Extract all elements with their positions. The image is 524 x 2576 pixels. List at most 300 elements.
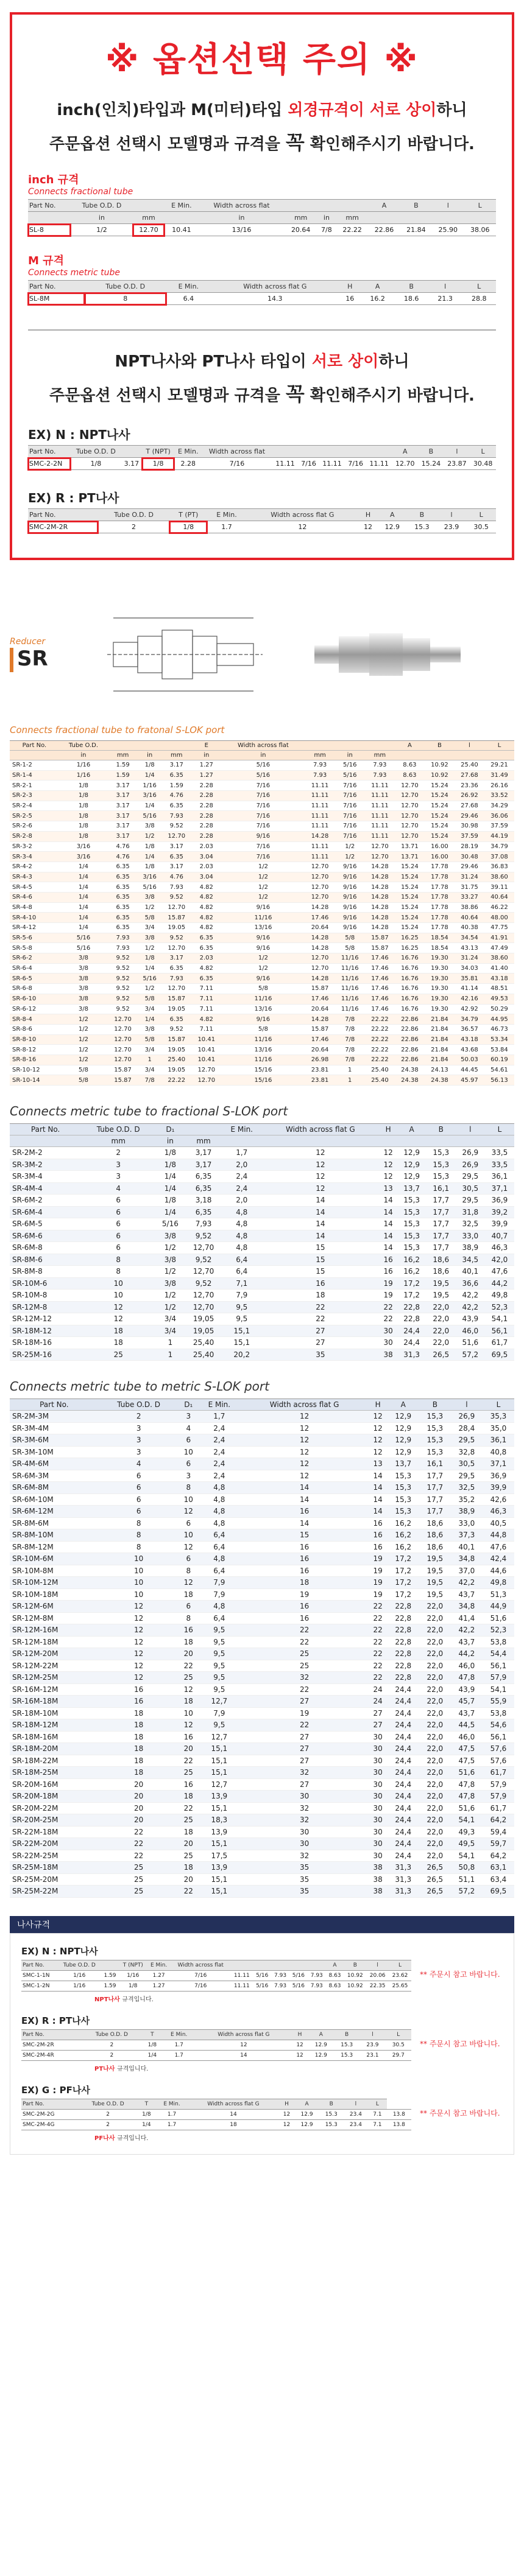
table-cell: 16 [368,1541,387,1553]
table-cell: 9.52 [161,821,191,832]
part-number-cell: SR-8-4 [10,1014,59,1025]
table-cell: 56,1 [483,1660,514,1672]
part-number-cell: SR-3-4 [10,852,59,862]
table-cell: 15.3 [407,521,437,533]
table-cell: 22,0 [427,1325,456,1337]
table-cell: 38,9 [451,1506,483,1518]
table-cell: 30 [368,1778,387,1791]
table-cell: 10.92 [425,760,455,771]
table-cell: 3 [99,1422,179,1434]
table-cell: 4.82 [191,902,221,913]
table-cell: 4 [81,1182,155,1195]
table-row [10,1850,514,1862]
table-cell: 17.46 [365,953,395,964]
table-cell: 15.24 [395,913,425,923]
table-cell: 44.95 [484,1014,514,1025]
table-cell: 24,4 [388,1683,419,1696]
caption-text: 규격입니다. [116,2065,149,2072]
table-row [10,1458,514,1470]
table-cell: 6.35 [108,862,138,872]
section1-title: Connects fractional tube to fratonal S-LOK port [10,725,225,735]
caption-highlight: PT나사 [94,2065,117,2072]
table-cell: 11.11 [365,791,395,801]
table-cell: 15,3 [397,1242,427,1254]
table-cell: 19,5 [427,1290,456,1302]
table-cell: 15,3 [419,1434,451,1447]
table-cell: 22,0 [419,1624,451,1637]
table-cell: 6,4 [198,1529,241,1542]
table-cell: 15,3 [388,1482,419,1494]
column-header: Part No. [28,200,71,212]
table-cell: 12 [368,1446,387,1458]
table-cell: 2.28 [174,458,202,470]
table-cell: 4,8 [222,1218,261,1230]
part-number-cell: SR-6-5 [10,974,59,984]
table-cell: 1/4 [143,2050,163,2060]
table-cell: 12,70 [185,1290,222,1302]
table-cell: 23.9 [437,521,467,533]
table-cell: 17,7 [419,1506,451,1518]
table-cell: 42.16 [455,994,484,1004]
table-cell: 1.59 [108,770,138,781]
table-cell: 12 [261,1182,380,1195]
part-number-cell: SR-3M-10M [10,1446,99,1458]
table-cell: 1/2 [221,872,305,882]
table-row [10,1045,514,1055]
table-cell: 10 [99,1577,179,1589]
part-number-cell: SR-20M-18M [10,1791,99,1803]
table-cell: 11.11 [305,821,335,832]
table-cell: 18 [179,1791,198,1803]
table-cell: 26.16 [484,781,514,791]
table-cell: 14 [261,1230,380,1242]
table-cell: 19.30 [425,984,455,994]
part-number-cell: SR-6-8 [10,984,59,994]
table-cell: 11/16 [221,994,305,1004]
table-cell: 14 [368,1470,387,1482]
table-cell: 57,6 [483,1755,514,1767]
table-cell: 6.35 [108,892,138,902]
table-cell: 10 [179,1707,198,1719]
table-cell: 4,8 [198,1601,241,1613]
table-cell: 11/16 [335,953,365,964]
m-type-text: M(미터)타입 [191,101,283,119]
table-cell: 20.64 [285,224,317,236]
table-cell: 15,1 [222,1337,261,1349]
table-cell: 18 [179,1696,198,1708]
table-cell: 44,2 [451,1648,483,1660]
table-cell: 1/16 [119,1970,147,1981]
column-header: B [319,2099,344,2109]
table-cell: 14.28 [305,933,335,943]
table-cell: 43,9 [456,1313,485,1325]
table-cell: 22 [368,1612,387,1624]
table-cell: 4,8 [198,1482,241,1494]
table-cell: 3.17 [161,760,191,771]
table-cell: 35,2 [451,1493,483,1506]
table-cell: 1/2 [138,943,161,953]
table-cell: 23.81 [305,1075,335,1086]
table-cell: 9,52 [185,1230,222,1242]
table-cell: 22,8 [388,1660,419,1672]
table-row [10,1755,514,1767]
table-cell: 39,2 [485,1206,514,1218]
part-number-cell: SR-16M-12M [10,1683,99,1696]
table-header-row [10,741,514,751]
table-cell: 14 [196,2050,291,2060]
column-header: H [339,281,361,293]
table-row [10,1470,514,1482]
part-number-cell: SR-2-5 [10,811,59,821]
table-cell: 18 [241,1577,369,1589]
table-cell: 12.70 [305,882,335,893]
table-cell: 40,8 [483,1446,514,1458]
column-header [271,1960,289,1970]
table-cell: 19.30 [425,1004,455,1014]
table-cell: 18 [179,1588,198,1601]
table-row [10,1446,514,1458]
table-cell: 9,5 [198,1719,241,1732]
column-subheader: mm [161,751,191,760]
table-cell: 3.04 [191,852,221,862]
column-subheader [222,1135,261,1147]
column-header: T [143,2029,163,2040]
table-cell: 28.19 [455,841,484,852]
table-cell: 4.82 [191,882,221,893]
table-cell: 3/8 [155,1277,185,1290]
table-cell: 12 [380,1171,397,1183]
table-cell: 12.70 [161,984,191,994]
table-cell: 32 [241,1672,369,1684]
table-cell: 30,5 [456,1182,485,1195]
table-cell: 12.70 [305,963,335,974]
text-fragment: 확인해주시기 바랍니다. [304,135,475,153]
column-header: Width across flat [171,1960,230,1970]
m-spec-sub: Connects metric tube [28,268,121,278]
table-cell: 22,0 [419,1601,451,1613]
part-number-cell: SR-18M-16 [10,1337,81,1349]
table-cell: 13/16 [221,923,305,933]
table-cell: 51,6 [456,1337,485,1349]
table-row [10,1660,514,1672]
part-number-cell: SMC-1-2N [21,1981,58,1991]
table-cell: 16.76 [395,953,425,964]
table-cell: 34,5 [456,1254,485,1266]
table-cell: 47.75 [484,923,514,933]
table-cell: 69,5 [485,1349,514,1361]
table-cell: 7/16 [345,458,366,470]
table-cell: 16 [241,1612,369,1624]
column-subheader [28,212,71,224]
part-number-cell: SR-12M-22M [10,1660,99,1672]
table-cell: 15 [261,1266,380,1278]
table-cell: 8.63 [395,770,425,781]
table-cell: 7.11 [191,994,221,1004]
table-cell: 1/2 [59,1045,108,1055]
table-cell: 15,1 [198,1743,241,1755]
table-row [10,1601,514,1613]
table-cell: 17,7 [427,1218,456,1230]
table-row [10,760,514,771]
table-row [10,791,514,801]
table-cell: 22,0 [419,1612,451,1624]
table-cell: 1/2 [155,1242,185,1254]
table-cell: 16.76 [395,1004,425,1014]
table-cell: 12 [99,1601,179,1613]
table-cell: 30.48 [470,458,496,470]
table-cell: 16,2 [388,1541,419,1553]
table-cell: 7/16 [335,811,365,821]
table-cell: 9,5 [198,1648,241,1660]
column-header: B [418,446,444,458]
table-cell: 6 [99,1482,179,1494]
table-cell: 24.38 [425,1075,455,1086]
table-cell: 22,0 [419,1850,451,1862]
table-cell: 23.87 [444,458,470,470]
part-number-cell: SR-8M-10M [10,1529,99,1542]
table-row [10,1055,514,1065]
table-cell: 12 [261,1147,380,1159]
table-cell: 12 [241,1470,369,1482]
table-row [10,1719,514,1732]
table-cell: 18,6 [419,1529,451,1542]
part-number-cell: SR-2M-3M [10,1411,99,1423]
table-cell: 22,8 [388,1648,419,1660]
table-cell: 19,5 [419,1588,451,1601]
table-cell: 3/8 [59,1004,108,1014]
table-cell: 14.28 [305,974,335,984]
column-header [345,446,366,458]
table-cell: 22,0 [419,1660,451,1672]
table-cell: 12.70 [133,224,165,236]
table-cell: 15,3 [397,1195,427,1207]
part-number-cell: SR-2-1 [10,781,59,791]
table-cell: 9.52 [108,994,138,1004]
table-cell: 34,8 [451,1601,483,1613]
table-cell: 26,9 [456,1159,485,1171]
part-number-cell: SR-16M-18M [10,1696,99,1708]
table-header-row [28,509,496,521]
table-cell: 61,7 [483,1802,514,1814]
table-cell: 15 [261,1254,380,1266]
table-cell: 18.6 [394,293,428,305]
table-cell: 1.27 [191,760,221,771]
table-cell: 10 [179,1529,198,1542]
column-header: A [397,1124,427,1135]
table-cell: 1/8 [137,2109,156,2119]
table-cell: 11/16 [221,1055,305,1065]
table-cell: 2 [99,1411,179,1423]
table-cell: 22 [241,1636,369,1648]
column-subheader: mm [185,1135,222,1147]
table-cell: 18 [99,1767,179,1779]
table-cell: 14 [380,1195,397,1207]
part-number-cell: SR-18M-22M [10,1755,99,1767]
table-subheader-row [10,1135,514,1147]
table-cell: 5/8 [59,1075,108,1086]
table-cell: 6,35 [185,1182,222,1195]
table-cell: 12 [179,1541,198,1553]
table-header-row [21,2099,411,2109]
table-cell: 2,0 [222,1195,261,1207]
table-cell: 16 [179,1624,198,1637]
table-cell: 2 [79,2109,137,2119]
table-cell: 25.40 [365,1075,395,1086]
table-cell: 18 [99,1731,179,1743]
column-header: A [308,2029,334,2040]
column-header: L [470,446,496,458]
table-cell: 46.73 [484,1024,514,1034]
table-cell: 7,9 [222,1290,261,1302]
column-header: Width across flat G [241,1399,369,1411]
part-number-cell: SMC-2-2N [28,458,71,470]
table-cell: 17.46 [365,963,395,974]
table-cell: 10.41 [191,1045,221,1055]
column-header: Tube O.D. D [85,281,166,293]
table-cell: 1/8 [59,811,108,821]
table-cell: 8 [81,1266,155,1278]
table-cell: 15.87 [161,913,191,923]
table-cell: 1.59 [101,1970,119,1981]
table-cell: 12,9 [388,1411,419,1423]
part-number-cell: SR-18M-16M [10,1731,99,1743]
table-cell: 12 [179,1506,198,1518]
table-cell: 4.76 [108,841,138,852]
table-row [21,2119,411,2130]
table-row [10,1349,514,1361]
table-cell: 7.93 [271,1981,289,1991]
table-cell: 1/4 [138,963,161,974]
table-cell: 14.28 [365,923,395,933]
table-cell: 19.05 [161,1065,191,1075]
table-row [28,224,496,236]
column-header [121,446,142,458]
table-cell: 47,6 [483,1541,514,1553]
table-header-row [21,2029,411,2040]
table-cell: 52,3 [485,1301,514,1313]
table-cell: 9/16 [335,882,365,893]
table-cell: 30 [368,1838,387,1850]
table-row [21,2109,411,2119]
table-cell: 14 [261,1218,380,1230]
table-cell: 12 [81,1313,155,1325]
table-cell: 22 [380,1301,397,1313]
table-cell: 19.30 [425,994,455,1004]
part-number-cell: SR-18M-20M [10,1743,99,1755]
table-cell: 10.92 [344,1981,366,1991]
table-cell: 12.70 [305,862,335,872]
table-row [21,1970,411,1981]
table-cell: 8 [179,1565,198,1577]
table-cell: 34.03 [455,963,484,974]
table-cell: 1,7 [198,1411,241,1423]
table-row [10,1290,514,1302]
table-cell: 1/16 [58,1970,101,1981]
table-cell: 5/16 [253,1981,271,1991]
table-cell: 1.7 [156,2109,188,2119]
table-cell: 24,4 [388,1731,419,1743]
table-cell: 15,3 [427,1171,456,1183]
table-cell: 25 [81,1349,155,1361]
table-row [21,2050,411,2060]
part-number-cell: SR-10M-8M [10,1565,99,1577]
part-number-cell: SR-12M-25M [10,1672,99,1684]
table-cell: 1/2 [155,1290,185,1302]
column-subheader [425,751,455,760]
table-cell: 5/16 [221,770,305,781]
table-cell: 11.11 [305,841,335,852]
part-number-cell: SR-10-14 [10,1075,59,1086]
pf-note: ** 주문시 참고 바랍니다. [420,2109,500,2118]
table-cell: 17,2 [388,1565,419,1577]
table-cell: 51,3 [483,1588,514,1601]
table-cell: 7.93 [271,1970,289,1981]
table-cell: 8.63 [326,1970,344,1981]
table-cell: 16,2 [397,1266,427,1278]
table-row [10,963,514,974]
table-cell: 15.87 [305,984,335,994]
table-cell: 25.40 [365,1065,395,1075]
table-cell: 47,6 [485,1266,514,1278]
table-cell: 47.49 [484,943,514,953]
table-cell: 29,5 [456,1195,485,1207]
table-cell: 9/16 [221,974,305,984]
table-cell: 22.22 [365,1055,395,1065]
table-cell: 16 [368,1529,387,1542]
table-cell: 7.93 [161,882,191,893]
table-cell: 22,8 [388,1601,419,1613]
caption-highlight: PF나사 [94,2135,117,2142]
table-cell: 14 [380,1206,397,1218]
table-cell: 12 [359,521,378,533]
table-cell: 6.35 [161,963,191,974]
table-cell: 50,8 [451,1862,483,1874]
table-cell: 38,9 [456,1242,485,1254]
table-cell: 3/8 [138,1024,161,1034]
caption-text: 규격입니다. [116,2135,149,2142]
table-cell: 12 [99,1648,179,1660]
text-fragment [282,101,288,119]
table-cell: 15,3 [419,1411,451,1423]
table-cell: 7/8 [317,224,336,236]
table-cell: 12.70 [191,1065,221,1075]
table-row [10,1004,514,1014]
table-cell: 31.49 [484,770,514,781]
table-cell: 12.9 [294,2119,319,2130]
table-cell: 14 [380,1218,397,1230]
table-cell: 7.11 [191,1004,221,1014]
table-cell: 26,5 [419,1886,451,1898]
title-bar [10,648,13,672]
table-cell: 16 [241,1601,369,1613]
table-cell: 31,3 [388,1862,419,1874]
table-cell: 7/16 [221,791,305,801]
table-cell: 1,7 [222,1147,261,1159]
table-cell: 3.17 [121,458,142,470]
column-header: T (PT) [169,509,207,521]
table-cell: 3/8 [155,1254,185,1266]
table-cell: 43,7 [451,1588,483,1601]
table-cell: 33,5 [485,1147,514,1159]
table-row [10,1171,514,1183]
table-cell: 25.40 [161,1055,191,1065]
column-header: D₁ [155,1124,185,1135]
table-cell: 35 [241,1862,369,1874]
table-cell: 22,0 [419,1838,451,1850]
reducer-drawing-icon [101,606,272,703]
table-row [10,1778,514,1791]
table-cell: 26,9 [451,1411,483,1423]
